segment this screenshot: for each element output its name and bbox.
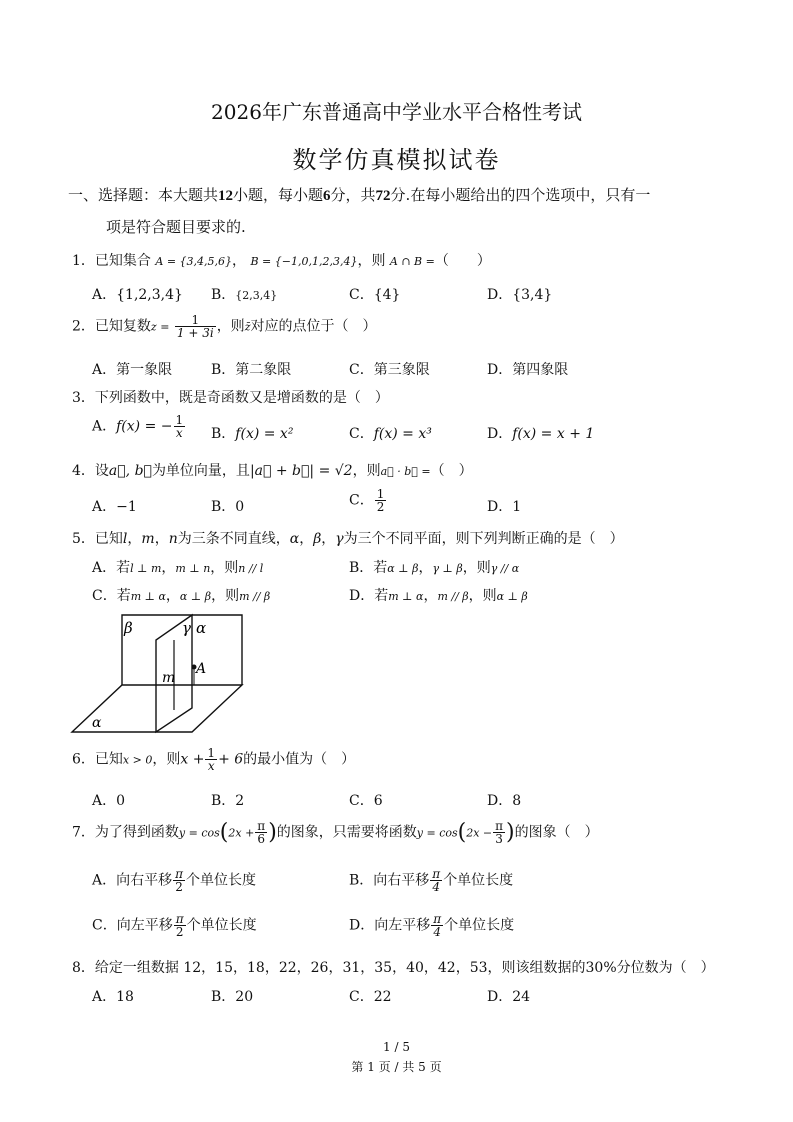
option-text: 0: [235, 499, 245, 515]
frac-top: π: [257, 819, 266, 833]
q6-mid: ，则: [152, 751, 181, 768]
option-pre: 向右平移: [116, 872, 173, 889]
option-label: A．: [92, 418, 117, 435]
q7-mid: 的图象，只需要将函数: [276, 824, 417, 841]
q1-set-a: A = {3,4,5,6}: [155, 255, 233, 268]
option-result: m // β: [239, 590, 271, 603]
question-2: [72, 314, 376, 339]
paren-open: (: [457, 820, 467, 845]
q4-option-c[interactable]: [349, 488, 387, 513]
option-label: B．: [211, 793, 236, 809]
frac-top: π: [433, 912, 442, 926]
option-c1: m ⊥ α: [130, 590, 166, 603]
frac-bottom: 4: [433, 925, 441, 939]
section-heading-line2: 项是符合题目要求的.: [106, 218, 246, 236]
q4-c-fraction: [375, 488, 387, 513]
frac-bottom: 3: [495, 832, 503, 846]
q5-n: n: [168, 531, 178, 547]
q8-number: 8．: [72, 960, 95, 976]
q2-option-a[interactable]: [92, 359, 172, 379]
option-pre: 向左平移: [374, 917, 431, 934]
option-post: 个单位长度: [443, 872, 514, 889]
q2-option-c[interactable]: [349, 359, 430, 379]
label-point-a: A: [196, 661, 207, 677]
q7-func2-cos: y = cos: [416, 826, 458, 840]
q1-set-b: B = {−1,0,1,2,3,4}: [250, 255, 358, 268]
option-label: C．: [349, 362, 374, 378]
section-text-b: 小题，每小题: [233, 186, 324, 204]
q3-option-a[interactable]: [92, 414, 186, 439]
q7-option-a[interactable]: [92, 868, 256, 893]
q2-option-d[interactable]: [487, 359, 568, 379]
paren-open: (: [219, 820, 229, 845]
option-text: 第三象限: [373, 362, 430, 378]
option-text: {2,3,4}: [235, 289, 278, 302]
question-3: [72, 387, 389, 407]
q5-m: m: [141, 531, 155, 547]
q4-option-a[interactable]: [92, 496, 137, 516]
option-pre: 向右平移: [373, 872, 430, 889]
option-label: A．: [92, 287, 117, 303]
q7-number: 7．: [72, 824, 95, 841]
question-8: [72, 957, 715, 977]
option-text: f(x) = x²: [235, 426, 294, 442]
option-result: γ // α: [490, 562, 520, 575]
q5-l: l: [122, 531, 128, 547]
q7-func1-arg: 2x +: [228, 826, 255, 840]
q2-z: z =: [150, 320, 170, 334]
option-post: 个单位长度: [186, 872, 257, 889]
q8-option-a[interactable]: [92, 986, 134, 1006]
option-ruo: 若: [116, 560, 131, 576]
q7-option-d[interactable]: [349, 913, 514, 938]
option-text: −1: [116, 499, 137, 515]
page-count: 第 1 页 / 共 5 页: [351, 1060, 442, 1074]
option-c1: l ⊥ m: [130, 562, 162, 575]
q7-option-b[interactable]: [349, 868, 513, 893]
frac-bottom: 2: [175, 880, 183, 894]
q4-option-b[interactable]: [211, 496, 244, 516]
q7-prefix: 为了得到函数: [94, 824, 179, 841]
option-fraction: [174, 913, 186, 938]
option-text: 6: [373, 793, 383, 809]
label-alpha-vertical: α: [196, 619, 207, 637]
q8-post: 分位数为（ ）: [616, 960, 715, 976]
option-fraction: [431, 913, 443, 938]
option-text: f(x) = x³: [373, 426, 432, 442]
option-result: α ⊥ β: [496, 590, 528, 603]
question-7: [72, 820, 599, 845]
q3-option-b[interactable]: [211, 423, 293, 443]
option-ruo: 若: [374, 588, 389, 604]
q6-x1: x +: [180, 751, 205, 768]
q5-gamma: γ: [335, 531, 344, 547]
option-text: {3,4}: [512, 287, 553, 303]
question-4: [72, 460, 473, 480]
frac-bottom: x: [175, 426, 183, 440]
q8-percentile: 30%: [585, 960, 617, 976]
option-fraction: [430, 868, 442, 893]
q6-option-c[interactable]: [349, 790, 383, 810]
option-post: 个单位长度: [444, 917, 515, 934]
q2-option-b[interactable]: [211, 359, 291, 379]
frac-top: π: [175, 912, 184, 926]
q5-figure: [70, 610, 280, 736]
q2-prefix: 已知复数: [94, 318, 151, 335]
option-text: 第二象限: [235, 362, 292, 378]
q8-option-c[interactable]: [349, 986, 392, 1006]
q5-number: 5．: [72, 531, 95, 547]
q6-prefix: 已知: [94, 751, 123, 768]
q4-number: 4．: [72, 463, 95, 479]
label-m: m: [162, 670, 176, 686]
option-label: C．: [349, 287, 374, 303]
option-c2: m // β: [437, 590, 469, 603]
option-text: 22: [373, 989, 392, 1005]
q8-option-d[interactable]: [487, 986, 530, 1006]
option-text: 20: [235, 989, 254, 1005]
q5-option-a[interactable]: [92, 557, 263, 577]
q4-paren: （ ）: [430, 463, 473, 479]
option-label: B．: [211, 989, 236, 1005]
option-text: 第四象限: [512, 362, 569, 378]
q7-option-c[interactable]: [92, 913, 257, 938]
q3-option-c[interactable]: [349, 423, 432, 443]
frac-bottom: 2: [376, 500, 385, 514]
option-label: C．: [349, 793, 374, 809]
option-label: A．: [92, 362, 117, 378]
option-label: D．: [487, 989, 513, 1005]
option-result: n // l: [238, 562, 264, 575]
q6-number: 6．: [72, 751, 95, 768]
q3-text: 下列函数中，既是奇函数又是增函数的是（ ）: [94, 390, 389, 406]
q6-post: 的最小值为（ ）: [243, 751, 356, 768]
q2-frac-bottom: 1 + 3i: [176, 326, 214, 340]
option-label: C．: [349, 492, 374, 509]
q1-option-a[interactable]: [92, 284, 183, 304]
label-beta: β: [124, 619, 133, 637]
option-text: 24: [512, 989, 531, 1005]
option-text: 第一象限: [116, 362, 173, 378]
q4-option-d[interactable]: [487, 496, 521, 516]
option-text: f(x) = −: [116, 418, 173, 435]
section-total: 72: [375, 188, 391, 204]
q2-zbar: z̄: [244, 320, 251, 334]
option-label: B．: [349, 560, 374, 576]
paren-close: ): [506, 820, 515, 845]
q5-comma: ，: [127, 531, 142, 547]
option-c2: m ⊥ n: [175, 562, 211, 575]
q5-option-d[interactable]: [349, 585, 528, 605]
q1-mid: ，则: [357, 253, 386, 269]
option-comma: ，: [418, 560, 433, 576]
section-each: 6: [323, 188, 331, 204]
q6-option-b[interactable]: [211, 790, 244, 810]
q1-option-b[interactable]: [211, 284, 277, 304]
q2-mid: ，则: [216, 318, 245, 335]
q4-expr: a⃗ · b⃗ =: [380, 465, 431, 478]
q6-x2: + 6: [218, 751, 244, 768]
q6-condition: x > 0: [122, 753, 153, 767]
option-then: 则: [476, 560, 491, 576]
option-label: D．: [349, 917, 375, 934]
option-text: {1,2,3,4}: [116, 287, 183, 303]
q1-prefix: 已知集合: [94, 253, 151, 269]
q4-mid1: 为单位向量，且: [151, 463, 250, 479]
frac-top: π: [495, 819, 504, 833]
option-pre: 向左平移: [116, 917, 173, 934]
q4-prefix: 设: [94, 463, 109, 479]
q7-post: 的图象（ ）: [514, 824, 599, 841]
frac-bottom: 4: [432, 880, 441, 894]
option-text: 1: [512, 499, 522, 515]
q3-option-d[interactable]: [487, 423, 594, 443]
option-c1: m ⊥ α: [388, 590, 424, 603]
q8-option-b[interactable]: [211, 986, 253, 1006]
option-label: D．: [487, 426, 513, 442]
q1-sep: ，: [232, 253, 247, 269]
page-number: 1 / 5: [383, 1040, 410, 1054]
q5-comma: ，: [154, 531, 169, 547]
q7-func2-arg: 2x −: [466, 826, 493, 840]
question-6: [72, 747, 355, 772]
q5-prefix: 已知: [94, 531, 123, 547]
frac-top: π: [432, 867, 441, 881]
q4-vectors: a⃗, b⃗: [108, 463, 152, 479]
frac-top: π: [175, 867, 184, 881]
label-gamma: γ: [182, 619, 191, 637]
option-comma: ，: [462, 560, 477, 576]
q1-paren: （ ）: [434, 253, 491, 269]
option-then: 则: [482, 588, 497, 604]
option-ruo: 若: [116, 588, 131, 604]
option-then: 则: [225, 588, 240, 604]
q2-post: 对应的点位于（ ）: [250, 318, 377, 335]
section-text-a: 一、选择题：本大题共: [68, 186, 219, 204]
option-label: B．: [211, 362, 236, 378]
question-1: [72, 250, 491, 270]
exam-subtitle: 数学仿真模拟试卷: [292, 146, 501, 174]
option-text: 2: [235, 793, 245, 809]
option-comma: ，: [161, 560, 176, 576]
option-c1: α ⊥ β: [387, 562, 419, 575]
q1-number: 1．: [72, 253, 95, 269]
frac-bottom: x: [207, 759, 215, 773]
option-fraction: [173, 868, 185, 893]
q7-func1-cos: y = cos: [178, 826, 220, 840]
option-text: 18: [116, 989, 134, 1005]
paren-close: ): [268, 820, 277, 845]
q7-func1-fraction: [255, 820, 267, 845]
q6-fraction: [205, 747, 217, 772]
option-label: B．: [349, 872, 374, 889]
option-label: C．: [349, 426, 374, 442]
section-text-c: 分，共: [330, 186, 376, 204]
q7-func2-fraction: [493, 820, 505, 845]
q2-frac-top: 1: [175, 314, 216, 327]
option-comma: ，: [211, 588, 226, 604]
q4-mid2: ，则: [352, 463, 381, 479]
question-5: [72, 528, 624, 548]
q5-mid1: 为三条不同直线，: [177, 531, 290, 547]
q6-option-d[interactable]: [487, 790, 521, 810]
q5-option-c[interactable]: [92, 585, 270, 605]
option-label: D．: [349, 588, 375, 604]
option-comma: ，: [165, 588, 180, 604]
option-label: A．: [92, 560, 117, 576]
q5-beta: β: [313, 531, 322, 547]
q1-expr: A ∩ B =: [389, 255, 435, 268]
option-c2: γ ⊥ β: [432, 562, 463, 575]
section-heading-line1: [68, 182, 650, 209]
q5-comma: ，: [299, 531, 314, 547]
option-label: D．: [487, 499, 513, 515]
option-text: 0: [116, 793, 126, 809]
option-text: f(x) = x + 1: [512, 426, 595, 442]
q5-comma: ，: [321, 531, 336, 547]
option-label: C．: [92, 917, 117, 934]
q4-condition: |a⃗ + b⃗| = √2: [249, 463, 353, 479]
option-c2: α ⊥ β: [179, 590, 212, 603]
label-alpha-horizontal: α: [92, 715, 102, 731]
q2-number: 2．: [72, 318, 95, 335]
q5-option-b[interactable]: [349, 557, 519, 577]
frac-top: 1: [175, 413, 184, 427]
option-text: 8: [512, 793, 522, 809]
option-text: {4}: [373, 287, 401, 303]
option-post: 个单位长度: [186, 917, 257, 934]
frac-top: 1: [207, 746, 216, 760]
option-label: D．: [487, 287, 513, 303]
option-label: A．: [92, 499, 117, 515]
option-label: A．: [92, 793, 117, 809]
q1-option-d[interactable]: [487, 284, 552, 304]
q8-prefix: 给定一组数据 12，15，18，22，26，31，35，40，42，53，则该组数据的: [94, 960, 586, 976]
option-comma: ，: [468, 588, 483, 604]
option-then: 则: [224, 560, 239, 576]
q3-a-fraction: [174, 414, 186, 439]
option-label: C．: [92, 588, 117, 604]
q3-number: 3．: [72, 390, 95, 406]
option-label: B．: [211, 287, 236, 303]
q5-mid2: 为三个不同平面，则下列判断正确的是（ ）: [343, 531, 624, 547]
option-comma: ，: [210, 560, 225, 576]
option-ruo: 若: [373, 560, 388, 576]
option-label: C．: [349, 989, 374, 1005]
frac-bottom: 2: [175, 925, 184, 939]
frac-bottom: 6: [257, 832, 266, 846]
option-label: B．: [211, 499, 236, 515]
q6-option-a[interactable]: [92, 790, 125, 810]
option-label: B．: [211, 426, 236, 442]
option-label: D．: [487, 793, 513, 809]
section-count: 12: [218, 188, 234, 204]
option-comma: ，: [423, 588, 438, 604]
q2-fraction: [175, 314, 216, 339]
option-label: D．: [487, 362, 513, 378]
section-text-d: 分.在每小题给出的四个选项中，只有一: [390, 186, 651, 204]
q5-alpha: α: [289, 531, 300, 547]
option-label: A．: [92, 989, 117, 1005]
option-label: A．: [92, 872, 117, 889]
frac-top: 1: [376, 487, 385, 501]
exam-title: 2026年广东普通高中学业水平合格性考试: [211, 100, 582, 124]
q1-option-c[interactable]: [349, 284, 400, 304]
